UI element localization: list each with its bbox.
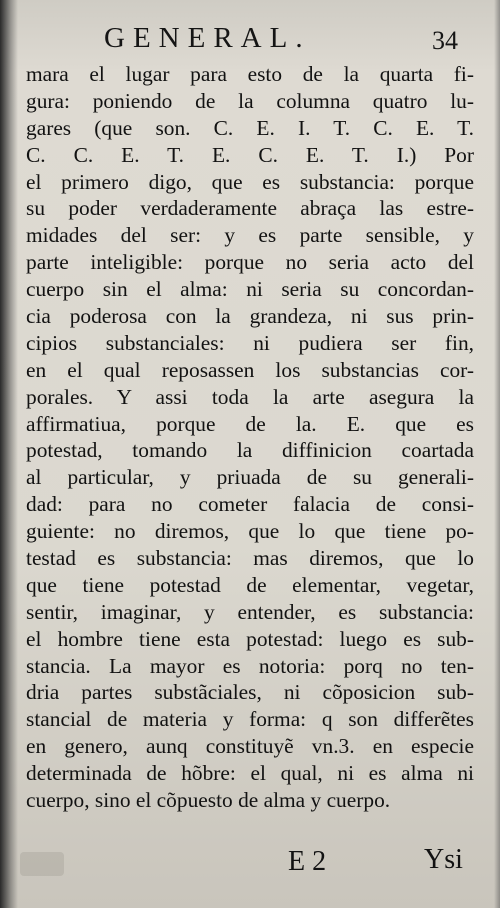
text-line: stancia. La mayor es notoria: porq no ten- <box>26 653 474 678</box>
text-line: determinada de hõbre: el qual, ni es alma ni <box>26 761 474 786</box>
text-line: porales. Y assi toda la arte asegura la <box>26 384 474 409</box>
text-line: affirmatiua, porque de la. E. que es <box>26 411 474 436</box>
text-line: parte inteligible: porque no seria acto del <box>26 250 474 275</box>
text-line: stancial de materia y forma: q son differẽtes <box>26 707 474 732</box>
text-line: midades del ser: y es parte sensible, y <box>26 223 474 248</box>
text-line: en genero, aunq constituyẽ vn.3. en especie <box>26 734 474 759</box>
text-line: mara el lugar para esto de la quarta fi- <box>26 62 474 86</box>
text-line: cipios substanciales: ni pudiera ser fin, <box>26 330 474 355</box>
page-number: 34 <box>432 26 458 55</box>
text-line: el hombre tiene esta potestad: luego es sub- <box>26 626 474 651</box>
text-line: gura: poniendo de la columna quatro lu- <box>26 88 474 113</box>
page-edge <box>494 0 500 908</box>
text-line: potestad, tomando la diffinicion coartada <box>26 438 474 463</box>
text-line: guiente: no diremos, que lo que tiene po- <box>26 519 474 544</box>
text-line: dad: para no cometer falacia de consi- <box>26 492 474 517</box>
text-line: en el qual reposassen los substancias cor- <box>26 357 474 382</box>
text-block <box>26 61 474 814</box>
text-line: testad es substancia: mas diremos, que lo <box>26 546 474 571</box>
text-line: cuerpo, sino el cõpuesto de alma y cuerpo. <box>26 788 391 813</box>
gutter-shadow <box>0 0 18 908</box>
text-line: su poder verdaderamente abraça las estre- <box>26 196 474 221</box>
text-line: cia poderosa con la grandeza, ni sus prin- <box>26 304 474 329</box>
ink-bleed <box>20 852 64 876</box>
text-line: gares (que son. C. E. I. T. C. E. T. <box>26 115 474 140</box>
signature-mark: E 2 <box>288 846 327 877</box>
text-line: que tiene potestad de elementar, vegetar, <box>26 572 474 597</box>
text-line: dria partes substãciales, ni cõposicion sub- <box>26 680 474 705</box>
text-line: al particular, y priuada de su generali- <box>26 465 474 490</box>
text-line: cuerpo sin el alma: ni seria su concordan- <box>26 277 474 302</box>
running-head: GENERAL. <box>104 22 311 54</box>
text-line: C. C. E. T. E. C. E. T. I.) Por <box>26 142 474 167</box>
text-line: sentir, imaginar, y entender, es substancia: <box>26 599 474 624</box>
catchword: Ysi <box>424 844 463 875</box>
text-line: el primero digo, que es substancia: porque <box>26 169 474 194</box>
